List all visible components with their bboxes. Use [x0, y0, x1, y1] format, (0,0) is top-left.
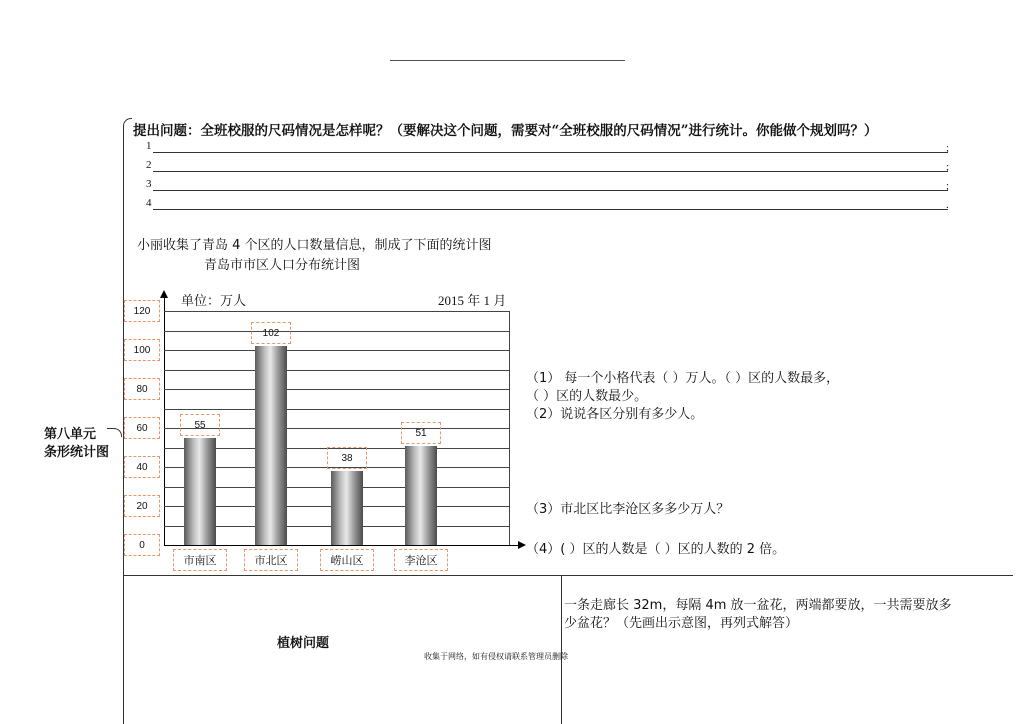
question-1b: （ ）区的人数最少。 — [526, 389, 648, 404]
watermark: 收集于网络，如有侵权请联系管理员删除 — [424, 652, 568, 661]
y-axis — [164, 296, 165, 546]
bar — [331, 471, 363, 545]
x-category-label: 崂山区 — [320, 549, 374, 571]
y-tick-label: 0 — [124, 534, 160, 556]
chart-title: 青岛市市区人口分布统计图 — [204, 258, 361, 273]
y-tick-label: 60 — [124, 417, 160, 439]
bar-value-label: 102 — [251, 322, 291, 344]
question-title: 提出问题：全班校服的尺码情况是怎样呢？（要解决这个问题，需要对“全班校服的尺码情况”进行统计。你能做个规划吗？） — [133, 123, 878, 139]
answer-line[interactable] — [153, 209, 948, 210]
gridline — [164, 389, 509, 390]
y-tick-label: 20 — [124, 495, 160, 517]
bar-value-label: 38 — [327, 447, 367, 469]
side-label-topic: 条形统计图 — [44, 445, 110, 460]
question-4: （4）( ）区的人数是（ ）区的人数的 2 倍。 — [526, 542, 786, 557]
bottom-table-divider — [561, 575, 562, 724]
y-axis-arrow — [160, 290, 168, 298]
gridline — [164, 331, 509, 332]
line-number: 2 — [146, 159, 152, 171]
gridline — [164, 409, 509, 410]
bar — [255, 346, 287, 545]
bar — [405, 446, 437, 545]
bottom-right-text-1: 一条走廊长 32m，每隔 4m 放一盆花，两端都要放，一共需要放多 — [564, 598, 952, 613]
y-tick-label: 100 — [124, 339, 160, 361]
line-end: ; — [946, 142, 950, 154]
line-end: ; — [946, 161, 950, 173]
question-1a: （1） 每一个小格代表（ ）万人。（ ）区的人数最多， — [526, 371, 840, 386]
bottom-left-title: 植树问题 — [277, 636, 330, 651]
line-number: 1 — [146, 140, 152, 152]
header-rule — [390, 60, 625, 61]
brace-top — [123, 118, 132, 129]
side-label-unit: 第八单元 — [44, 427, 97, 442]
x-category-label: 市南区 — [173, 549, 227, 571]
bar-value-label: 55 — [180, 414, 220, 436]
question-3: （3）市北区比李沧区多多少万人？ — [526, 502, 730, 517]
intro-text: 小丽收集了青岛 4 个区的人口数量信息，制成了下面的统计图 — [137, 238, 492, 253]
x-category-label: 市北区 — [244, 549, 298, 571]
chart-date-label: 2015 年 1 月 — [438, 293, 507, 308]
x-category-label: 李沧区 — [394, 549, 448, 571]
bottom-table-top — [123, 575, 1013, 576]
side-brace — [107, 428, 122, 437]
line-end: . — [946, 199, 949, 211]
y-tick-label: 40 — [124, 456, 160, 478]
gridline — [164, 350, 509, 351]
bottom-right-text-2: 少盆花？（先画出示意图，再列式解答） — [564, 616, 799, 631]
answer-line[interactable] — [153, 152, 948, 153]
line-end: ; — [946, 180, 950, 192]
x-axis — [164, 545, 520, 546]
line-number: 4 — [146, 197, 152, 209]
x-axis-arrow — [518, 541, 526, 549]
line-number: 3 — [146, 178, 152, 190]
answer-line[interactable] — [153, 190, 948, 191]
chart-right-border — [509, 311, 510, 545]
bar-value-label: 51 — [401, 422, 441, 444]
y-tick-label: 120 — [124, 300, 160, 322]
answer-line[interactable] — [153, 171, 948, 172]
bar — [184, 438, 216, 545]
question-2: （2）说说各区分别有多少人。 — [526, 407, 704, 422]
chart-unit-label: 单位：万人 — [181, 294, 247, 309]
y-tick-label: 80 — [124, 378, 160, 400]
gridline — [164, 311, 509, 312]
gridline — [164, 370, 509, 371]
